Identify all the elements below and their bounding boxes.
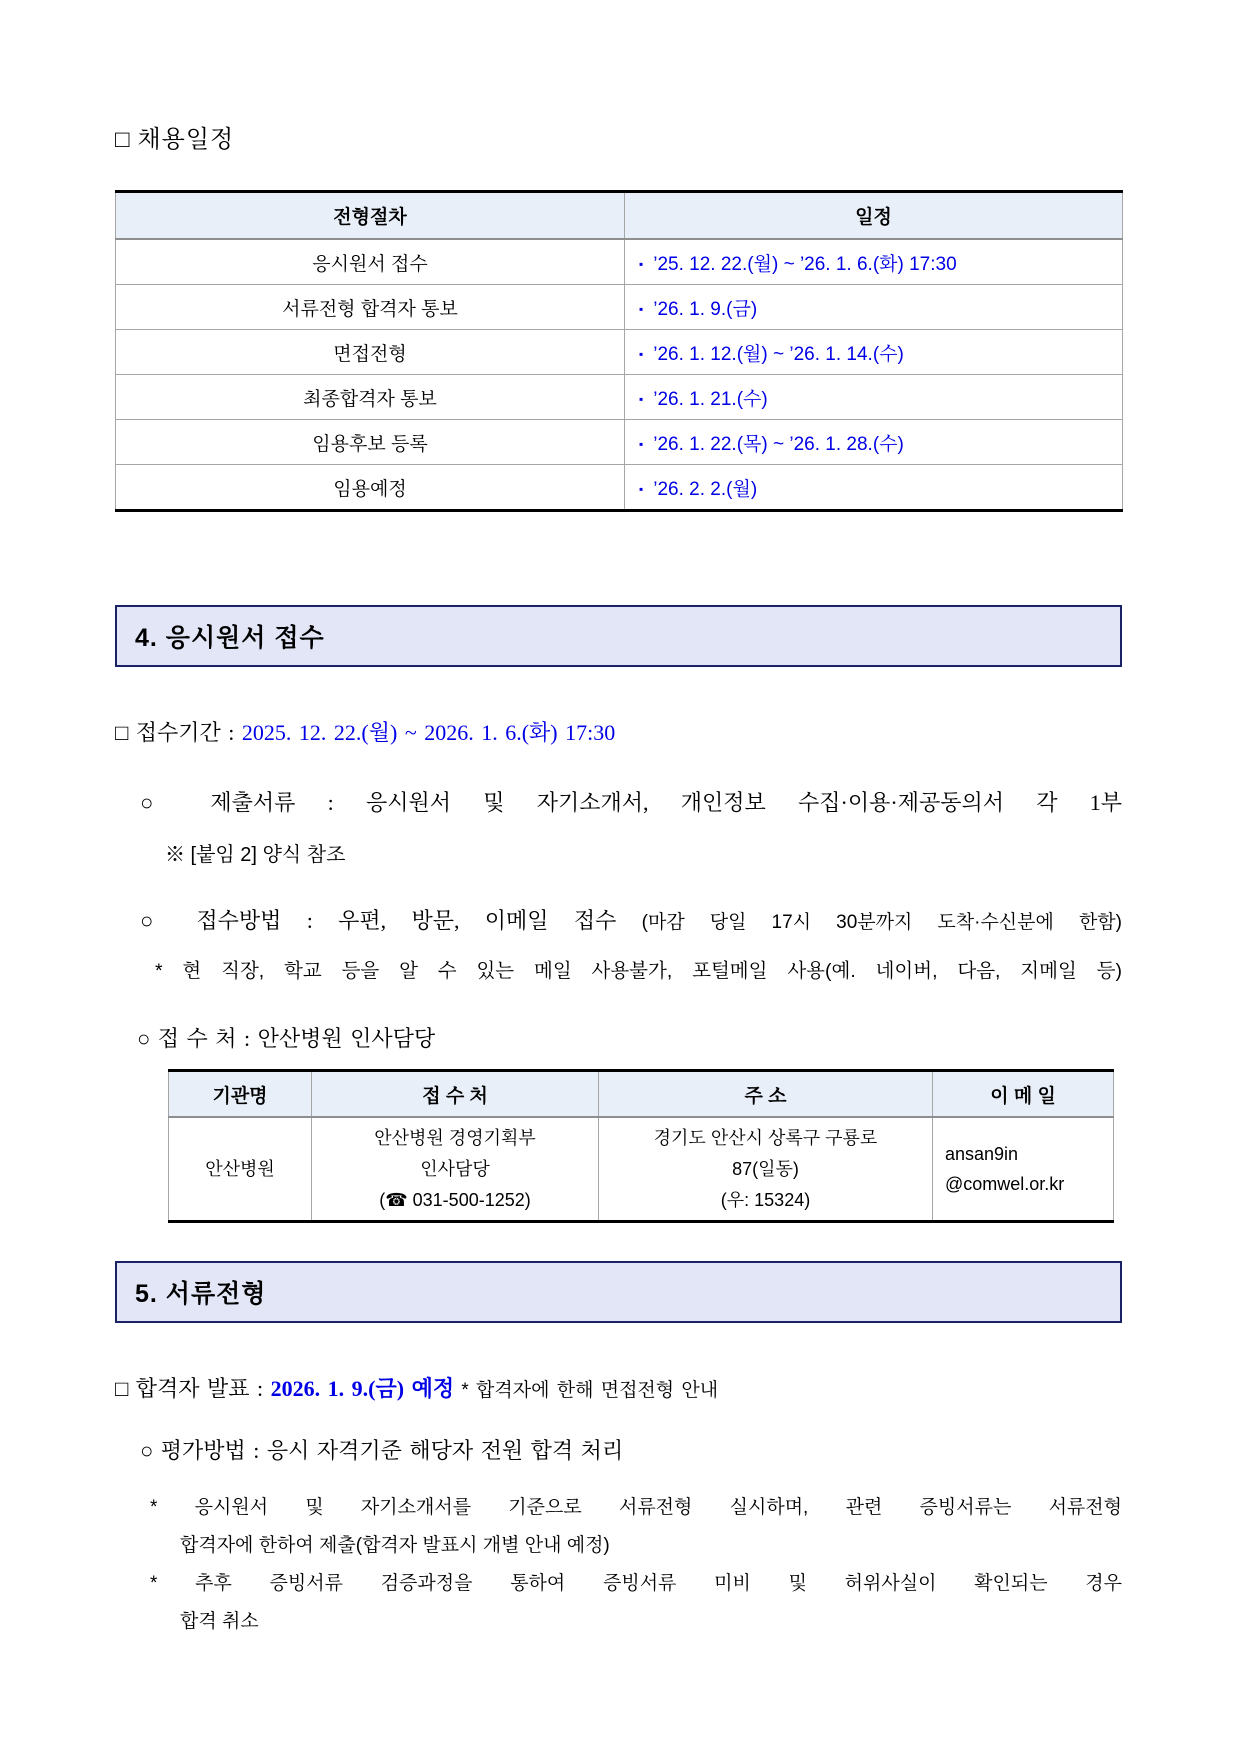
desk-phone-line: (☎ 031-500-1252): [379, 1189, 531, 1210]
contact-table-header-row: [169, 1071, 1114, 1118]
step-cell: 서류전형 합격자 통보: [116, 285, 625, 330]
step-cell: 임용예정: [116, 465, 625, 511]
contact-table: [168, 1069, 1114, 1223]
section-4-title: 4. 응시원서 접수: [135, 624, 325, 652]
method-line: [115, 905, 1122, 939]
step-cell: 응시원서 접수: [312, 253, 428, 275]
step-cell: 임용후보 등록: [116, 420, 625, 465]
address-line: 87(일동): [732, 1158, 799, 1179]
reception-period-line: [115, 717, 1122, 749]
date-text: ’26. 1. 22.(목) ~ ’26. 1. 28.(수): [653, 433, 904, 455]
method-note: * 현 직장, 학교 등을 알 수 있는 메일 사용불가, 포털메일 사용(예. 네이버, 다음, 지메일 등): [155, 960, 1122, 982]
table-row: [116, 465, 1123, 511]
address-cell: [599, 1117, 933, 1222]
table-row: [116, 420, 1123, 465]
date-cell: [625, 465, 1123, 511]
date-text: ’26. 1. 12.(월) ~ ’26. 1. 14.(수): [653, 343, 904, 365]
evaluation-line: ○ 평가방법 : 응시 자격기준 해당자 전원 합격 처리: [140, 1438, 624, 1463]
date-cell: [625, 375, 1123, 420]
column-header-org: 기관명: [169, 1071, 312, 1118]
date-cell: [625, 420, 1123, 465]
note-line: * 응시원서 및 자기소개서를 기준으로 서류전형 실시하며, 관련 증빙서류는 서류전형: [150, 1497, 1122, 1518]
date-text: ’25. 12. 22.(월) ~ ’26. 1. 6.(화) 17:30: [653, 253, 957, 275]
reception-period-label: □ 접수기간 :: [115, 720, 242, 745]
announcement-note: * 합격자에 한해 면접전형 안내: [454, 1380, 719, 1401]
schedule-table-header-row: [116, 192, 1123, 240]
screening-note-1: [115, 1489, 1122, 1565]
announcement-value: 2026. 1. 9.(금) 예정: [270, 1376, 455, 1401]
date-cell: [625, 330, 1123, 375]
table-row: [116, 375, 1123, 420]
column-header-date: 일정: [625, 192, 1123, 240]
address-line: 경기도 안산시 상록구 구룡로: [653, 1127, 878, 1148]
date-cell: [625, 239, 1123, 285]
table-row: [116, 285, 1123, 330]
email-cell: [933, 1117, 1114, 1222]
method-paren: (마감 당일 17시 30분까지 도착·수신분에 한함): [641, 912, 1122, 933]
bullet-square-icon: ▪: [639, 436, 644, 451]
date-text: ’26. 1. 21.(수): [653, 388, 768, 410]
bullet-square-icon: ▪: [639, 346, 644, 361]
email-line: @comwel.or.kr: [945, 1174, 1065, 1194]
bullet-square-icon: ▪: [639, 256, 644, 271]
section-4-header: [115, 605, 1122, 667]
method-main: ○ 접수방법 : 우편, 방문, 이메일 접수: [140, 908, 642, 933]
note-line: 합격자에 한하여 제출(합격자 발표시 개별 안내 예정): [180, 1535, 610, 1556]
documents-line: ○ 제출서류 : 응시원서 및 자기소개서, 개인정보 수집·이용·제공동의서 각 1부: [140, 790, 1122, 815]
org-cell: 안산병원: [205, 1158, 275, 1179]
desk-line: 인사담당: [420, 1158, 490, 1179]
step-cell: 면접전형: [116, 330, 625, 375]
date-cell: [625, 285, 1123, 330]
date-text: ’26. 1. 9.(금): [653, 298, 758, 320]
step-cell: 최종합격자 통보: [116, 375, 625, 420]
column-header-email: 이 메 일: [933, 1071, 1114, 1118]
table-row: [116, 239, 1123, 285]
documents-note: ※ [붙임 2] 양식 참조: [165, 844, 346, 866]
announcement-line: [115, 1373, 1122, 1407]
screening-note-2: [115, 1565, 1122, 1641]
schedule-table: [115, 190, 1123, 512]
note-line: 합격 취소: [180, 1611, 259, 1632]
column-header-procedure: 전형절차: [116, 192, 625, 240]
column-header-address: 주 소: [599, 1071, 933, 1118]
column-header-desk: 접 수 처: [312, 1071, 599, 1118]
reception-period-value: 2025. 12. 22.(월) ~ 2026. 1. 6.(화) 17:30: [241, 720, 616, 745]
email-line: ansan9in: [945, 1144, 1019, 1164]
section-5-title: 5. 서류전형: [135, 1280, 267, 1308]
section-5-header: [115, 1261, 1122, 1323]
announcement-label: □ 합격자 발표 :: [115, 1376, 271, 1401]
bullet-square-icon: ▪: [639, 481, 644, 496]
table-row: [169, 1117, 1114, 1222]
bullet-square-icon: ▪: [639, 301, 644, 316]
note-line: * 추후 증빙서류 검증과정을 통하여 증빙서류 미비 및 허위사실이 확인되는 경우: [150, 1573, 1122, 1594]
schedule-heading: □ 채용일정: [115, 127, 235, 153]
address-line: (우: 15324): [720, 1189, 811, 1210]
date-text: ’26. 2. 2.(월): [653, 478, 758, 500]
table-row: [116, 330, 1123, 375]
desk-cell: [312, 1117, 599, 1222]
reception-desk-line: ○ 접 수 처 : 안산병원 인사담당: [137, 1026, 436, 1051]
desk-line: 안산병원 경영기획부: [374, 1127, 536, 1148]
bullet-square-icon: ▪: [639, 391, 644, 406]
